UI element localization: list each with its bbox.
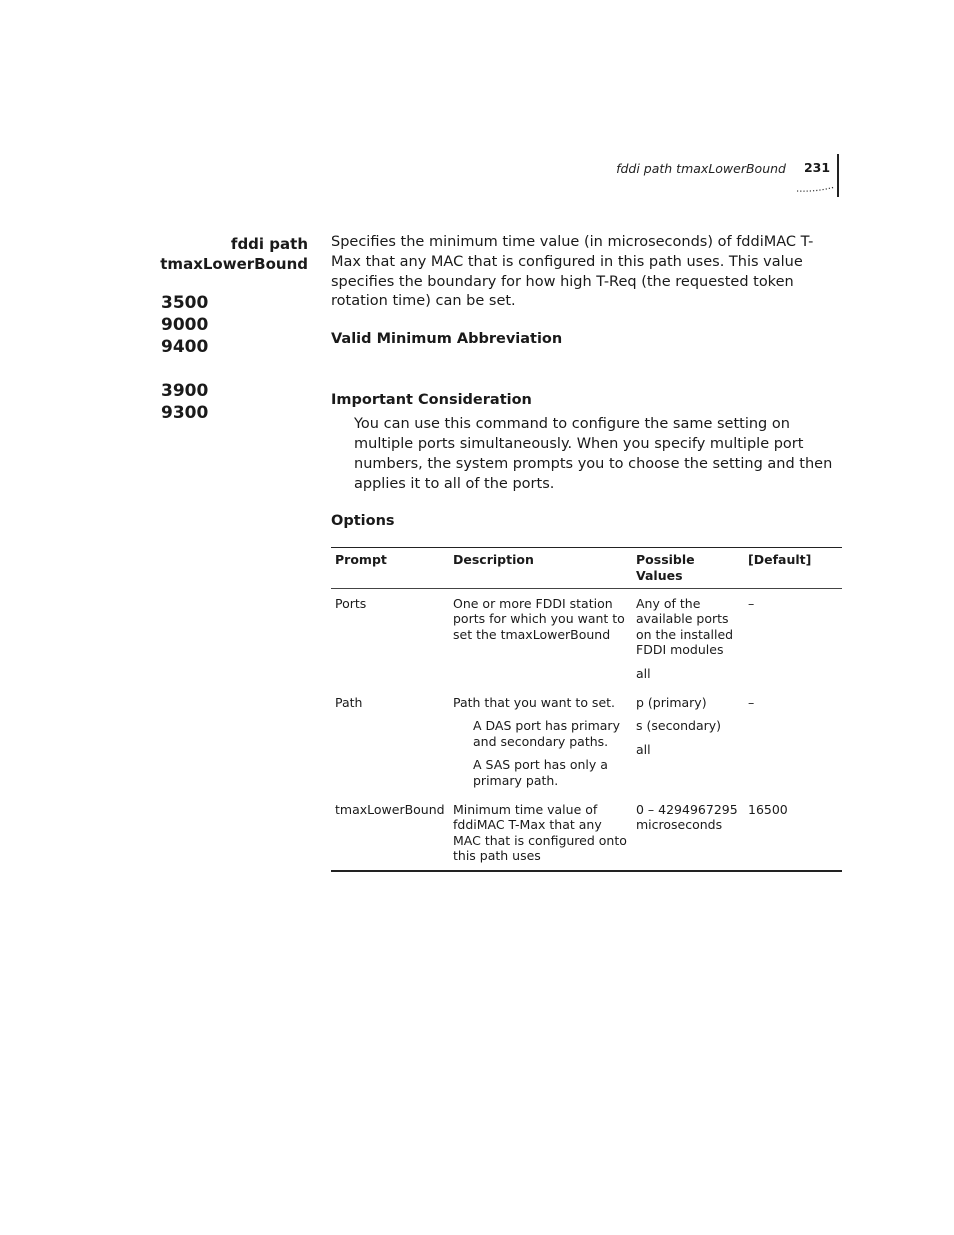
default-cell: 16500 <box>748 801 788 817</box>
values-cell <box>632 795 744 871</box>
important-consideration-heading: Important Consideration <box>331 392 532 409</box>
table-row <box>331 688 842 795</box>
description-text: A DAS port has primary and secondary paths. <box>473 718 620 749</box>
header-dotted-curve <box>796 186 836 194</box>
platform-number: 9300 <box>161 403 209 423</box>
column-header-prompt: Prompt <box>331 548 449 588</box>
command-heading-line1: fddi path <box>230 235 308 253</box>
command-heading-line2: tmaxLowerBound <box>160 255 308 273</box>
description-text: Path that you want to set. <box>453 694 616 710</box>
prompt-cell: Ports <box>335 595 367 611</box>
value-text: 0 – 4294967295 microseconds <box>636 801 738 833</box>
platform-number: 3500 <box>161 293 209 313</box>
value-text: all <box>636 741 651 757</box>
description-text: A SAS port has only a primary path. <box>473 757 608 788</box>
important-consideration-text: You can use this command to configure the same setting on multiple ports simultaneously. When you specify multiple port numbers, the system prompts you to choose the setting and then applies it to all of the ports. <box>354 416 833 492</box>
valid-abbreviation-heading: Valid Minimum Abbreviation <box>331 331 563 348</box>
column-header-possible-values: Possible Values <box>632 548 744 588</box>
prompt-cell: Path <box>335 694 363 710</box>
values-cell <box>632 588 744 687</box>
description-cell <box>449 588 632 687</box>
value-text: all <box>636 665 651 681</box>
options-heading: Options <box>331 513 395 530</box>
platform-number: 9000 <box>161 315 209 335</box>
description-text: Minimum time value of fddiMAC T-Max that any MAC that is configured onto this path uses <box>453 801 627 864</box>
main-content <box>331 233 843 872</box>
platform-number: 9400 <box>161 337 209 357</box>
description-text: One or more FDDI station ports for which you want to set the tmaxLowerBound <box>453 595 625 642</box>
column-header-description: Description <box>449 548 632 588</box>
table-row <box>331 795 842 871</box>
value-text: s (secondary) <box>636 718 722 734</box>
value-text: Any of the available ports on the installed FDDI modules <box>636 595 734 658</box>
platform-number: 3900 <box>161 381 209 401</box>
table-header-row <box>331 548 842 588</box>
page-number: 231 <box>803 160 831 175</box>
running-header-title: fddi path tmaxLowerBound <box>616 161 786 176</box>
column-header-default: [Default] <box>744 548 842 588</box>
default-cell: – <box>748 595 755 611</box>
value-text: p (primary) <box>636 694 707 710</box>
values-cell <box>632 688 744 795</box>
intro-paragraph: Specifies the minimum time value (in microseconds) of fddiMAC T-Max that any MAC that is configured in this path uses. This value specifies the boundary for how high T-Req (the requested token rotation time) can be set. <box>331 234 814 310</box>
description-cell <box>449 688 632 795</box>
header-rule <box>837 154 839 197</box>
platform-list <box>161 292 271 424</box>
prompt-cell: tmaxLowerBound <box>335 801 445 817</box>
options-table <box>331 547 842 872</box>
default-cell: – <box>748 694 755 710</box>
description-cell <box>449 795 632 871</box>
command-heading <box>140 234 308 274</box>
table-row <box>331 588 842 687</box>
